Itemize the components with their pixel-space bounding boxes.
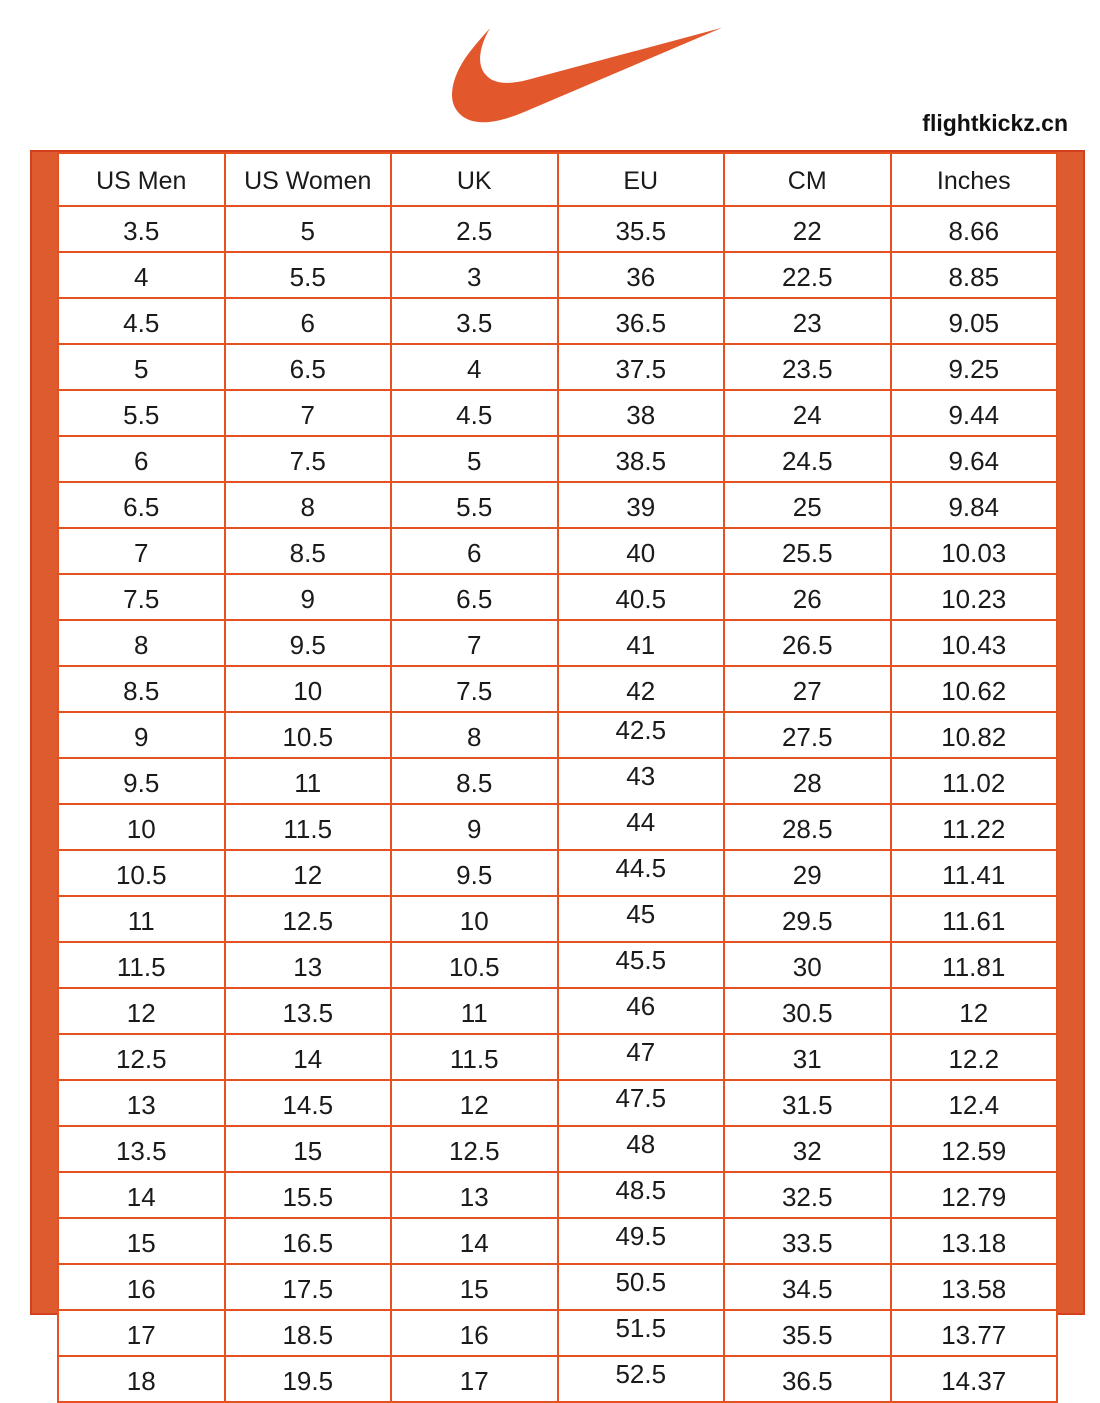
size-cell: 9 [58, 712, 225, 758]
size-cell: 22.5 [724, 252, 891, 298]
size-cell: 11 [225, 758, 392, 804]
table-row [58, 1080, 1057, 1126]
size-cell: 26.5 [724, 620, 891, 666]
size-cell: 24.5 [724, 436, 891, 482]
size-cell: 11.02 [891, 758, 1058, 804]
table-row [58, 252, 1057, 298]
table-row [58, 482, 1057, 528]
size-cell: 14 [58, 1172, 225, 1218]
size-cell: 12 [225, 850, 392, 896]
size-cell: 11.5 [58, 942, 225, 988]
size-cell: 8.66 [891, 206, 1058, 252]
table-row [58, 988, 1057, 1034]
table-row [58, 574, 1057, 620]
size-cell: 7 [225, 390, 392, 436]
size-cell: 7 [391, 620, 558, 666]
size-cell: 11 [391, 988, 558, 1034]
table-row [58, 804, 1057, 850]
size-cell: 12.5 [58, 1034, 225, 1080]
column-header-cm: CM [724, 153, 891, 206]
size-cell: 40.5 [558, 574, 725, 620]
size-cell: 13 [58, 1080, 225, 1126]
size-cell: 45 [558, 896, 725, 942]
size-cell: 7.5 [225, 436, 392, 482]
size-cell: 9.5 [391, 850, 558, 896]
size-cell: 10 [391, 896, 558, 942]
table-row [58, 344, 1057, 390]
table-row [58, 620, 1057, 666]
size-cell: 5.5 [225, 252, 392, 298]
size-cell: 9.44 [891, 390, 1058, 436]
size-cell: 31 [724, 1034, 891, 1080]
size-cell: 13.5 [225, 988, 392, 1034]
size-cell: 23.5 [724, 344, 891, 390]
size-cell: 12 [58, 988, 225, 1034]
size-cell: 15 [391, 1264, 558, 1310]
size-cell: 38 [558, 390, 725, 436]
nike-swoosh-icon [452, 22, 722, 128]
size-cell: 24 [724, 390, 891, 436]
table-row [58, 1218, 1057, 1264]
size-cell: 14 [391, 1218, 558, 1264]
size-cell: 4.5 [58, 298, 225, 344]
size-cell: 36 [558, 252, 725, 298]
table-row [58, 1310, 1057, 1356]
table-row [58, 896, 1057, 942]
size-cell: 36.5 [724, 1356, 891, 1402]
size-cell: 12.79 [891, 1172, 1058, 1218]
size-cell: 28 [724, 758, 891, 804]
size-cell: 52.5 [558, 1356, 725, 1402]
size-cell: 16.5 [225, 1218, 392, 1264]
size-cell: 12.4 [891, 1080, 1058, 1126]
size-cell: 14 [225, 1034, 392, 1080]
size-cell: 27.5 [724, 712, 891, 758]
size-cell: 11.61 [891, 896, 1058, 942]
size-cell: 10.62 [891, 666, 1058, 712]
size-cell: 11.81 [891, 942, 1058, 988]
size-cell: 7 [58, 528, 225, 574]
size-cell: 15 [58, 1218, 225, 1264]
size-cell: 6.5 [58, 482, 225, 528]
size-cell: 5.5 [58, 390, 225, 436]
size-cell: 11 [58, 896, 225, 942]
size-cell: 4 [58, 252, 225, 298]
size-cell: 8 [58, 620, 225, 666]
size-cell: 18 [58, 1356, 225, 1402]
table-row [58, 942, 1057, 988]
size-cell: 6 [58, 436, 225, 482]
size-cell: 33.5 [724, 1218, 891, 1264]
size-cell: 12.2 [891, 1034, 1058, 1080]
column-header-us-men: US Men [58, 153, 225, 206]
size-cell: 10 [225, 666, 392, 712]
size-cell: 6.5 [391, 574, 558, 620]
size-cell: 25.5 [724, 528, 891, 574]
size-cell: 35.5 [724, 1310, 891, 1356]
size-cell: 47 [558, 1034, 725, 1080]
size-cell: 9.64 [891, 436, 1058, 482]
size-cell: 15 [225, 1126, 392, 1172]
header-row [58, 153, 1057, 206]
size-cell: 10.23 [891, 574, 1058, 620]
size-cell: 46 [558, 988, 725, 1034]
size-cell: 5 [58, 344, 225, 390]
size-cell: 22 [724, 206, 891, 252]
column-header-inches: Inches [891, 153, 1058, 206]
size-cell: 9 [225, 574, 392, 620]
size-cell: 29.5 [724, 896, 891, 942]
column-header-eu: EU [558, 153, 725, 206]
size-cell: 5.5 [391, 482, 558, 528]
size-cell: 13.77 [891, 1310, 1058, 1356]
watermark-text: flightkickz.cn [922, 110, 1068, 136]
size-cell: 28.5 [724, 804, 891, 850]
right-accent-bar [1058, 152, 1083, 1313]
table-row [58, 712, 1057, 758]
table-row [58, 850, 1057, 896]
table-row [58, 758, 1057, 804]
size-cell: 12.5 [225, 896, 392, 942]
table-row [58, 1126, 1057, 1172]
size-cell: 10.5 [58, 850, 225, 896]
size-cell: 2.5 [391, 206, 558, 252]
size-cell: 9.5 [225, 620, 392, 666]
size-cell: 34.5 [724, 1264, 891, 1310]
size-cell: 13.5 [58, 1126, 225, 1172]
size-cell: 12 [891, 988, 1058, 1034]
size-cell: 12.5 [391, 1126, 558, 1172]
column-header-uk: UK [391, 153, 558, 206]
size-table-frame [30, 150, 1085, 1396]
size-cell: 9.05 [891, 298, 1058, 344]
size-cell: 45.5 [558, 942, 725, 988]
size-cell: 9.25 [891, 344, 1058, 390]
table-row [58, 1172, 1057, 1218]
size-cell: 8.5 [58, 666, 225, 712]
size-cell: 6 [391, 528, 558, 574]
size-cell: 4.5 [391, 390, 558, 436]
size-cell: 44 [558, 804, 725, 850]
size-cell: 11.5 [391, 1034, 558, 1080]
size-cell: 14.5 [225, 1080, 392, 1126]
left-accent-bar [32, 152, 57, 1313]
size-cell: 9.5 [58, 758, 225, 804]
size-cell: 6.5 [225, 344, 392, 390]
size-cell: 39 [558, 482, 725, 528]
size-cell: 3.5 [58, 206, 225, 252]
size-cell: 29 [724, 850, 891, 896]
size-cell: 42 [558, 666, 725, 712]
size-cell: 8.5 [391, 758, 558, 804]
size-cell: 40 [558, 528, 725, 574]
size-cell: 3 [391, 252, 558, 298]
size-cell: 43 [558, 758, 725, 804]
size-cell: 8 [391, 712, 558, 758]
size-cell: 13 [391, 1172, 558, 1218]
size-cell: 27 [724, 666, 891, 712]
size-cell: 8.85 [891, 252, 1058, 298]
size-cell: 32.5 [724, 1172, 891, 1218]
size-cell: 11.22 [891, 804, 1058, 850]
size-cell: 17 [391, 1356, 558, 1402]
size-cell: 50.5 [558, 1264, 725, 1310]
size-cell: 37.5 [558, 344, 725, 390]
size-cell: 10.43 [891, 620, 1058, 666]
table-row [58, 298, 1057, 344]
size-cell: 7.5 [58, 574, 225, 620]
size-cell: 7.5 [391, 666, 558, 712]
size-cell: 16 [58, 1264, 225, 1310]
size-cell: 17 [58, 1310, 225, 1356]
size-cell: 30.5 [724, 988, 891, 1034]
table-row [58, 666, 1057, 712]
size-cell: 5 [225, 206, 392, 252]
size-cell: 31.5 [724, 1080, 891, 1126]
size-cell: 11.5 [225, 804, 392, 850]
size-cell: 10.5 [391, 942, 558, 988]
size-cell: 30 [724, 942, 891, 988]
size-cell: 5 [391, 436, 558, 482]
table-row [58, 206, 1057, 252]
table-row [58, 1034, 1057, 1080]
size-cell: 12.59 [891, 1126, 1058, 1172]
size-cell: 10.5 [225, 712, 392, 758]
size-cell: 3.5 [391, 298, 558, 344]
table-row [58, 436, 1057, 482]
size-cell: 8 [225, 482, 392, 528]
size-cell: 44.5 [558, 850, 725, 896]
size-cell: 47.5 [558, 1080, 725, 1126]
size-cell: 13.58 [891, 1264, 1058, 1310]
size-cell: 17.5 [225, 1264, 392, 1310]
size-cell: 15.5 [225, 1172, 392, 1218]
size-cell: 10 [58, 804, 225, 850]
size-cell: 36.5 [558, 298, 725, 344]
size-cell: 18.5 [225, 1310, 392, 1356]
size-cell: 23 [724, 298, 891, 344]
size-cell: 9.84 [891, 482, 1058, 528]
size-cell: 38.5 [558, 436, 725, 482]
table-row [58, 1264, 1057, 1310]
size-cell: 9 [391, 804, 558, 850]
size-cell: 25 [724, 482, 891, 528]
size-cell: 42.5 [558, 712, 725, 758]
size-cell: 26 [724, 574, 891, 620]
size-cell: 48.5 [558, 1172, 725, 1218]
column-header-us-women: US Women [225, 153, 392, 206]
size-conversion-table [57, 152, 1058, 1403]
size-cell: 16 [391, 1310, 558, 1356]
table-row [58, 1356, 1057, 1402]
table-row [58, 390, 1057, 436]
size-cell: 49.5 [558, 1218, 725, 1264]
size-cell: 48 [558, 1126, 725, 1172]
size-cell: 13.18 [891, 1218, 1058, 1264]
size-cell: 41 [558, 620, 725, 666]
size-cell: 6 [225, 298, 392, 344]
size-cell: 13 [225, 942, 392, 988]
size-cell: 12 [391, 1080, 558, 1126]
size-cell: 32 [724, 1126, 891, 1172]
size-cell: 14.37 [891, 1356, 1058, 1402]
size-cell: 8.5 [225, 528, 392, 574]
size-cell: 35.5 [558, 206, 725, 252]
size-cell: 10.82 [891, 712, 1058, 758]
size-cell: 10.03 [891, 528, 1058, 574]
size-cell: 51.5 [558, 1310, 725, 1356]
size-cell: 11.41 [891, 850, 1058, 896]
table-row [58, 528, 1057, 574]
size-cell: 4 [391, 344, 558, 390]
size-cell: 19.5 [225, 1356, 392, 1402]
